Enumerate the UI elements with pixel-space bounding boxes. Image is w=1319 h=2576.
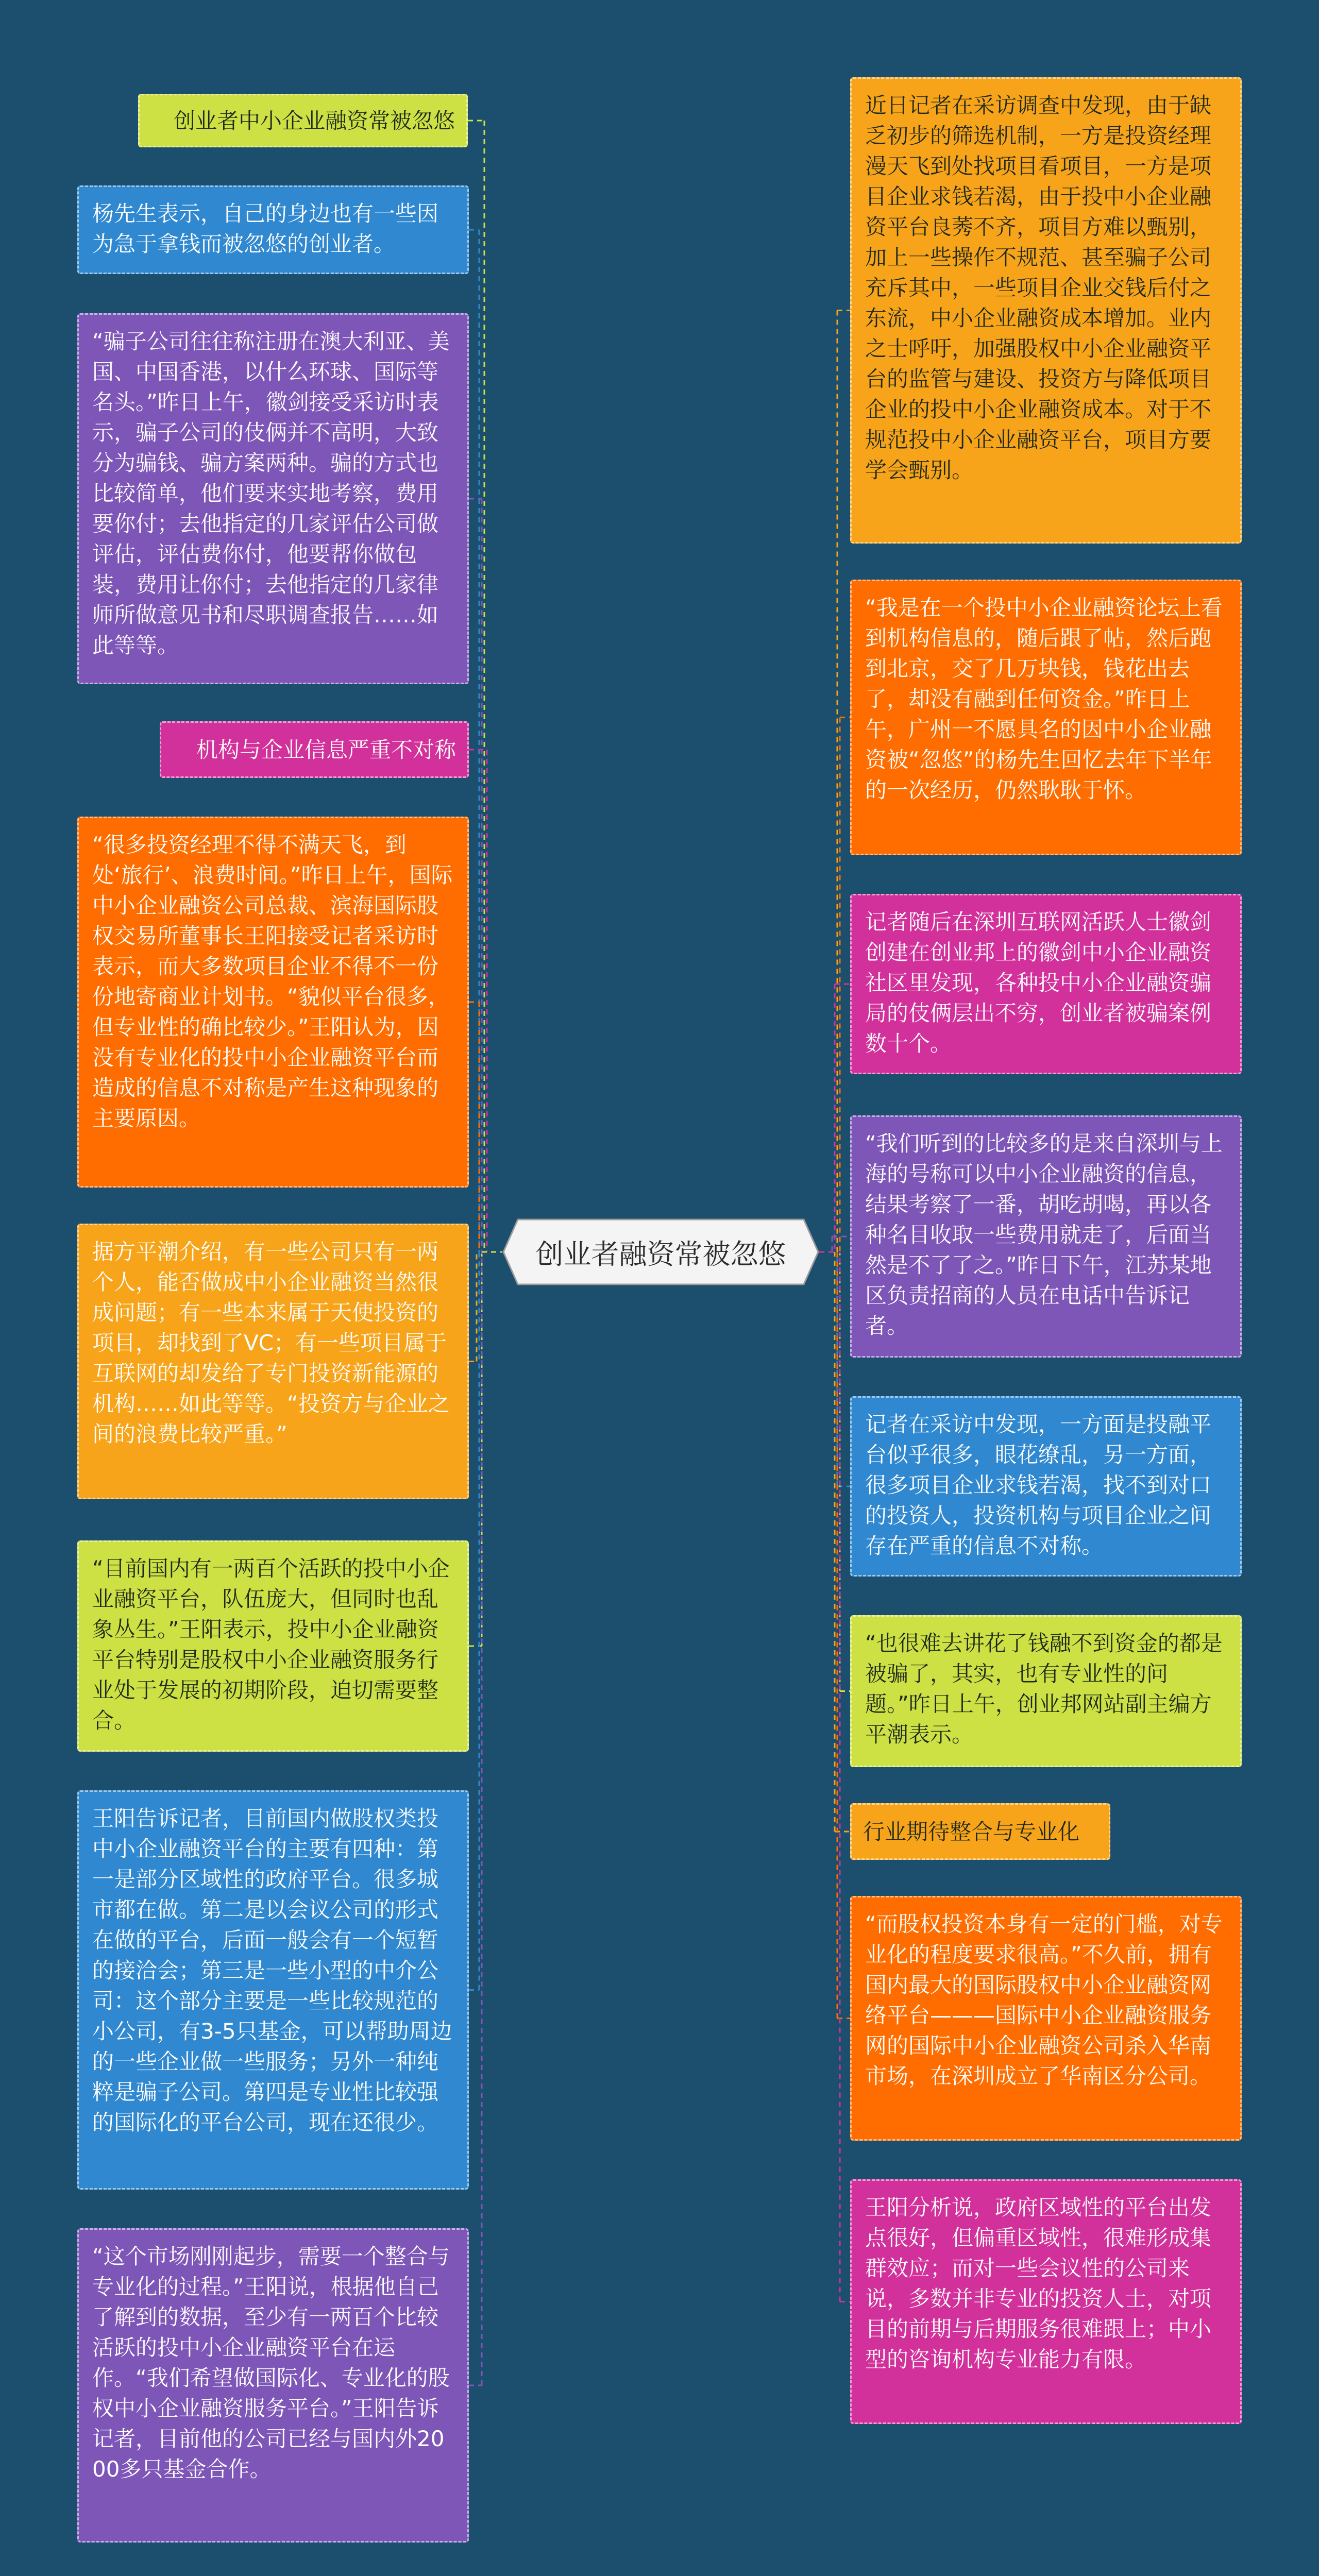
topic-label-r7[interactable]: 行业期待整合与专业化 — [850, 1803, 1110, 1860]
note-l2[interactable]: 杨先生表示，自己的身边也有一些因为急于拿钱而被忽悠的创业者。 — [77, 185, 469, 274]
note-l6[interactable]: 据方平潮介绍，有一些公司只有一两个人，能否做成中小企业融资当然很成问题；有一些本来属于天使投资的项目，却找到了VC；有一些项目属于互联网的却发给了专门投资新能源的机构……如此等等。“投资方与企业之间的浪费比较严重。” — [77, 1224, 469, 1499]
note-l8[interactable]: 王阳告诉记者，目前国内做股权类投中小企业融资平台的主要有四种：第一是部分区域性的政府平台。很多城市都在做。第二是以会议公司的形式在做的平台，后面一般会有一个短暂的接洽会；第三是一些小型的中介公司：这个部分主要是一些比较规范的小公司，有3-5只基金，可以帮助周边的一些企业做一些服务；另外一种纯粹是骗子公司。第四是专业性比较强的国际化的平台公司，现在还很少。 — [77, 1790, 469, 2190]
note-l5[interactable]: “很多投资经理不得不满天飞，到处‘旅行’、浪费时间。”昨日上午，国际中小企业融资公司总裁、滨海国际股权交易所董事长王阳接受记者采访时表示，而大多数项目企业不得不一份份地寄商业计划书。“貌似平台很多，但专业性的确比较少。”王阳认为，因没有专业化的投中小企业融资平台而造成的信息不对称是产生这种现象的主要原因。 — [77, 817, 469, 1188]
topic-label-l1[interactable]: 创业者中小企业融资常被忽悠 — [138, 94, 468, 147]
note-r6[interactable]: “也很难去讲花了钱融不到资金的都是被骗了，其实，也有专业性的问题。”昨日上午，创业邦网站副主编方平潮表示。 — [850, 1615, 1242, 1767]
note-l9[interactable]: “这个市场刚刚起步，需要一个整合与专业化的过程。”王阳说，根据他自己了解到的数据，至少有一两百个比较活跃的投中小企业融资平台在运作。“我们希望做国际化、专业化的股权中小企业融资服务平台。”王阳告诉记者，目前他的公司已经与国内外2000多只基金合作。 — [77, 2228, 469, 2543]
note-r9[interactable]: 王阳分析说，政府区域性的平台出发点很好，但偏重区域性，很难形成集群效应；而对一些会议性的公司来说，多数并非专业的投资人士，对项目的前期与后期服务很难跟上；中小型的咨询机构专业能力有限。 — [850, 2179, 1242, 2424]
note-r5[interactable]: 记者在采访中发现，一方面是投融平台似乎很多，眼花缭乱，另一方面，很多项目企业求钱若渴，找不到对口的投资人，投资机构与项目企业之间存在严重的信息不对称。 — [850, 1396, 1242, 1577]
center-topic[interactable] — [502, 1218, 819, 1285]
note-r4[interactable]: “我们听到的比较多的是来自深圳与上海的号称可以中小企业融资的信息，结果考察了一番，胡吃胡喝，再以各种名目收取一些费用就走了，后面当然是不了了之。”昨日下午，江苏某地区负责招商的人员在电话中告诉记者。 — [850, 1115, 1242, 1358]
center-title: 创业者融资常被忽悠 — [535, 1238, 786, 1270]
note-r1[interactable]: 近日记者在采访调查中发现，由于缺乏初步的筛选机制，一方是投资经理漫天飞到处找项目看项目，一方是项目企业求钱若渴，由于投中小企业融资平台良莠不齐，项目方难以甄别，加上一些操作不规范、甚至骗子公司充斥其中，一些项目企业交钱后付之东流，中小企业融资成本增加。业内之士呼吁，加强股权中小企业融资平台的监管与建设、投资方与降低项目企业的投中小企业融资成本。对于不规范投中小企业融资平台，项目方要学会甄别。 — [850, 77, 1242, 544]
note-r8[interactable]: “而股权投资本身有一定的门槛，对专业化的程度要求很高。”不久前，拥有国内最大的国际股权中小企业融资网络平台———国际中小企业融资服务网的国际中小企业融资公司杀入华南市场，在深圳成立了华南区分公司。 — [850, 1896, 1242, 2141]
note-r3[interactable]: 记者随后在深圳互联网活跃人士徽剑创建在创业邦上的徽剑中小企业融资社区里发现，各种投中小企业融资骗局的伎俩层出不穷，创业者被骗案例数十个。 — [850, 894, 1242, 1074]
topic-label-l4[interactable]: 机构与企业信息严重不对称 — [160, 721, 469, 778]
note-l3[interactable]: “骗子公司往往称注册在澳大利亚、美国、中国香港，以什么环球、国际等名头。”昨日上午，徽剑接受采访时表示，骗子公司的伎俩并不高明，大致分为骗钱、骗方案两种。骗的方式也比较简单，他们要来实地考察，费用要你付；去他指定的几家评估公司做评估，评估费你付，他要帮你做包装，费用让你付；去他指定的几家律师所做意见书和尽职调查报告……如此等等。 — [77, 313, 469, 684]
note-l7[interactable]: “目前国内有一两百个活跃的投中小企业融资平台，队伍庞大，但同时也乱象丛生。”王阳表示，投中小企业融资平台特别是股权中小企业融资服务行业处于发展的初期阶段，迫切需要整合。 — [77, 1540, 469, 1752]
note-r2[interactable]: “我是在一个投中小企业融资论坛上看到机构信息的，随后跟了帖，然后跑到北京，交了几万块钱，钱花出去了，却没有融到任何资金。”昨日上午，广州一不愿具名的因中小企业融资被“忽悠”的杨先生回忆去年下半年的一次经历，仍然耿耿于怀。 — [850, 580, 1242, 855]
